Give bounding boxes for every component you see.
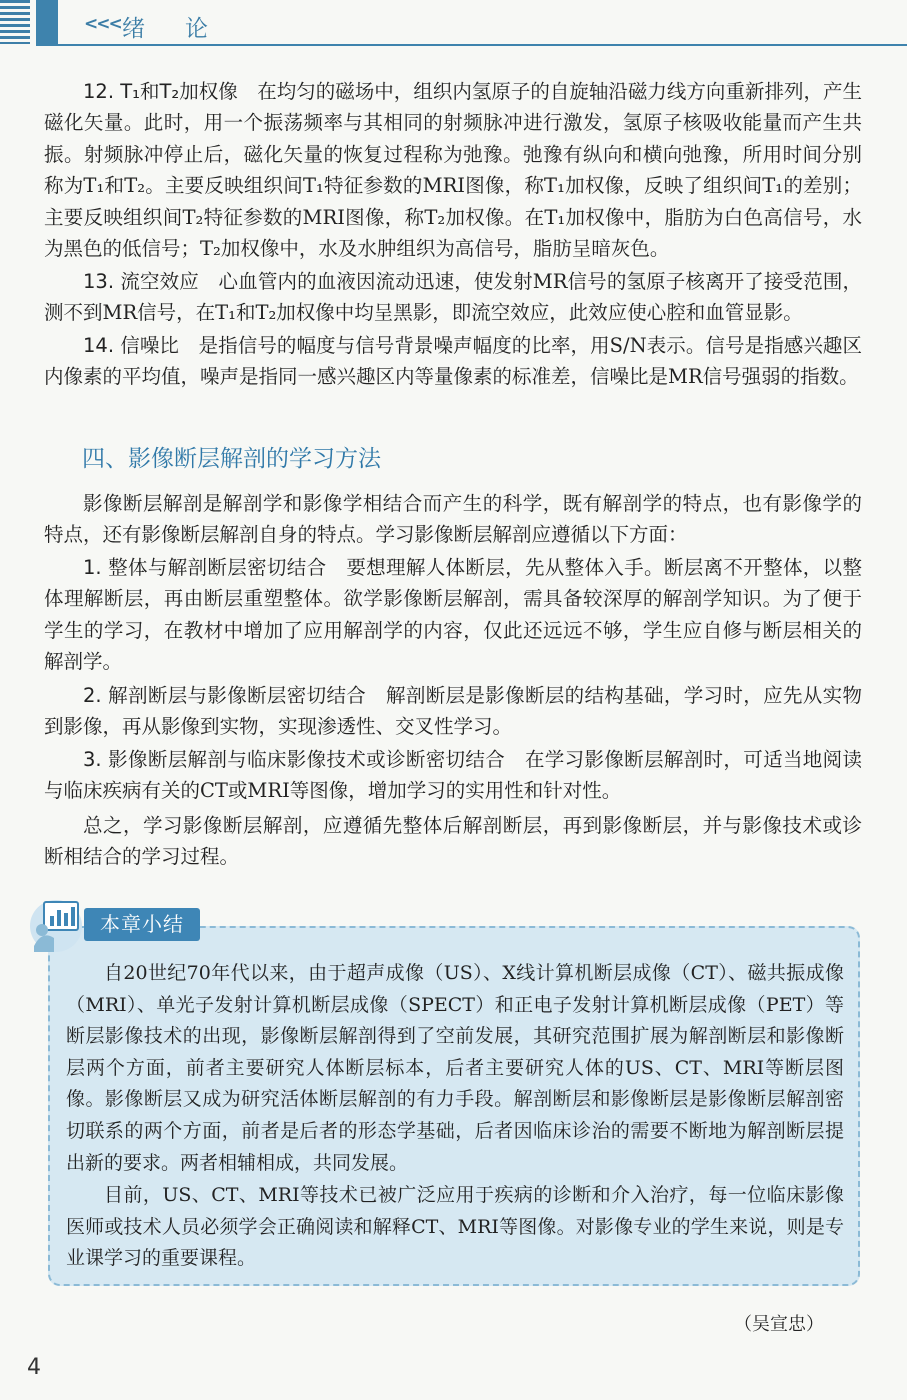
conclusion-paragraph: 总之，学习影像断层解剖，应遵循先整体后解剖断层，再到影像断层，并与影像技术或诊断相结合的学习过程。 — [44, 814, 862, 869]
author-credit: （吴宣忠） — [734, 1314, 824, 1335]
text-item-12: 在均匀的磁场中，组织内氢原子的自旋轴沿磁力线方向重新排列，产生磁化矢量。此时，用一个振荡频率与其相同的射频脉冲进行激发，氢原子核吸收能量而产生共振。射频脉冲停止后，磁化矢量的恢复过程称为弛豫。弛豫有纵向和横向弛豫，所用时间分别称为T₁和T₂。主要反映组织间T₁特征参数的MRI图像，称T₁加权像，反映了组织间T₁的差别；主要反映组织间T₂特征参数的MRI图像，称T₂加权像。在T₁加权像中，脂肪为白色高信号，水为黑色的低信号；T₂加权像中，水及水肿组织为高信号，脂肪呈暗灰色。 — [44, 80, 862, 261]
chapter-title: 绪论 — [122, 16, 248, 42]
summary-paragraph-2: 目前，US、CT、MRI等技术已被广泛应用于疾病的诊断和介入治疗，每一位临床影像医师或技术人员必须学会正确阅读和解释CT、MRI等图像。对影像专业的学生来说，则是专业课学习的重要课程。 — [66, 1184, 844, 1270]
text-item-13: 心血管内的血液因流动迅速，使发射MR信号的氢原子核离开了接受范围，测不到MR信号，在T₁和T₂加权像中均呈黑影，即流空效应，此效应使心腔和血管显影。 — [44, 270, 862, 325]
paragraph-item-13 — [44, 266, 862, 329]
section-heading: 四、影像断层解剖的学习方法 — [82, 446, 381, 472]
method-1-term: 1. 整体与解剖断层密切结合 — [83, 556, 327, 579]
term-t1-t2-weighted: 12. T₁和T₂加权像 — [83, 80, 238, 103]
method-item-2 — [44, 680, 862, 743]
page-number: 4 — [27, 1355, 41, 1380]
term-flow-void: 13. 流空效应 — [83, 270, 199, 293]
method-item-3 — [44, 744, 862, 807]
method-3-term: 3. 影像断层解剖与临床影像技术或诊断密切结合 — [83, 748, 506, 771]
header-rule — [36, 44, 907, 46]
header-stripes — [0, 0, 30, 44]
method-2-text: 解剖断层是影像断层的结构基础，学习时，应先从实物到影像，再从影像到实物，实现渗透性、交叉性学习。 — [44, 684, 862, 739]
summary-title: 本章小结 — [84, 908, 200, 941]
method-3-text: 在学习影像断层解剖时，可适当地阅读与临床疾病有关的CT或MRI等图像，增加学习的实用性和针对性。 — [44, 748, 862, 803]
chevrons-icon: <<< — [84, 14, 121, 34]
summary-paragraph-1: 自20世纪70年代以来，由于超声成像（US）、X线计算机断层成像（CT）、磁共振成像（MRI）、单光子发射计算机断层成像（SPECT）和正电子发射计算机断层成像（PET）等断层影像技术的出现，影像断层解剖得到了空前发展，其研究范围扩展为解剖断层和影像断层两个方面，前者主要研究人体断层标本，后者主要研究人体的US、CT、MRI等断层图像。影像断层又成为研究活体断层解剖的有力手段。解剖断层和影像断层是影像断层解剖密切联系的两个方面，前者是后者的形态学基础，后者因临床诊治的需要不断地为解剖断层提出新的要求。两者相辅相成，共同发展。 — [66, 962, 844, 1174]
paragraph-item-14 — [44, 330, 862, 393]
method-1-text: 要想理解人体断层，先从整体入手。断层离不开整体，以整体理解断层，再由断层重塑整体。欲学影像断层解剖，需具备较深厚的解剖学知识。为了便于学生的学习，在教材中增加了应用解剖学的内容，仅此还远远不够，学生应自修与断层相关的解剖学。 — [44, 556, 862, 674]
term-snr: 14. 信噪比 — [83, 334, 180, 357]
header-bar — [36, 0, 58, 44]
section-intro: 影像断层解剖是解剖学和影像学相结合而产生的科学，既有解剖学的特点，也有影像学的特点，还有影像断层解剖自身的特点。学习影像断层解剖应遵循以下方面： — [44, 492, 862, 547]
running-header — [0, 0, 907, 50]
text-item-14: 是指信号的幅度与信号背景噪声幅度的比率，用S/N表示。信号是指感兴趣区内像素的平均值，噪声是指同一感兴趣区内等量像素的标准差，信噪比是MR信号强弱的指数。 — [44, 334, 862, 389]
method-item-1 — [44, 552, 862, 678]
method-2-term: 2. 解剖断层与影像断层密切结合 — [83, 684, 367, 707]
paragraph-item-12 — [44, 76, 862, 264]
